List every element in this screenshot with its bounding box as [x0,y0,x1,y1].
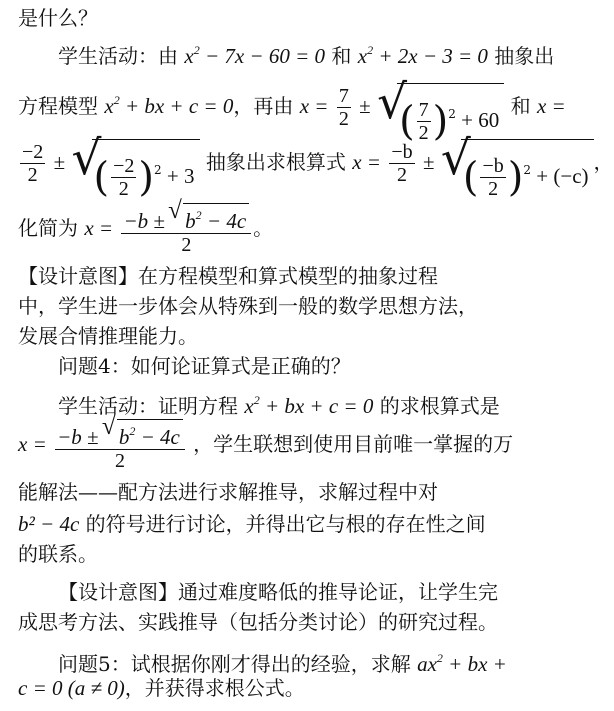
equation-model-label: 方程模型 [18,94,105,118]
design-intent-1-line-2: 中，学生进一步体会从特殊到一般的数学思想方法， [18,294,478,318]
line-11: x = $\frac{-b \pm √ b^2 - 4c}{2}$ ，学生联想到使用目前唯一掌握的万 [18,416,524,472]
line-4: $\frac{-2}{2}$ ± √ ( $\frac{-2}{2}$ )$^2$ + 3 抽象出求根算式 x = $\frac{-b}{2}$ ± √ ( $\frac{-b}{2}$ )$^2$ + (−c)， [18,134,524,190]
sqrt-expression-1: √ ( $\frac{7}{2}$ )$^2$ + 60 [397,83,504,132]
line-2 [58,36,555,70]
model-equation: $x^2$ + bx + c = 0 [104,93,234,118]
sqrt-expression-3: √ ( $\frac{-b}{2}$ )$^2$ + (−c) [461,139,594,188]
design-intent-2-line-2: 成思考方法、实践推导（包括分类讨论）的研究过程。 [18,610,498,634]
fraction-minus-b-2: $\frac{-b}{2}$ [391,141,413,186]
and-text: 和 [331,44,358,68]
root-formula-2: $\frac{-b \pm √ b^2 - 4c}{2}$ [55,419,185,472]
line-1 [18,4,524,32]
quadratic-root-formula: $\frac{-b \pm √ b^2 - 4c}{2}$ [121,203,251,256]
design-intent-2-line-1: 【设计意图】通过难度略低的推导论证，让学生完 [58,580,498,604]
question-5: 问题5：试根据你刚才得出的经验，求解 $ax^2$ + bx + [58,651,507,676]
question-5-line-2: c = 0 (a ≠ 0)，并获得求根公式。 [18,676,305,700]
question-4: 问题4：如何论证算式是正确的？ [58,354,351,378]
student-activity-2: 学生活动：证明方程 $x^2$ + bx + c = 0 的求根算式是 [58,393,500,418]
plus-minus-2: ± [53,150,66,174]
x-equals: x = [299,94,329,118]
fraction-minus2-2: $\frac{-2}{2}$ [22,141,44,186]
student-activity-label: 学生活动：由 [58,44,185,68]
equation-1: $x^2 - 7x - 60 = 0$ [184,43,326,68]
formula-text: 抽象出求根算式 [205,150,353,174]
sqrt-expression-2: √ ( $\frac{-2}{2}$ )$^2$ + 3 [92,139,200,188]
design-intent-1-line-1: 【设计意图】在方程模型和算式模型的抽象过程 [18,264,438,288]
plus-minus: ± [359,94,371,118]
equation-2: $x^2 + 2x - 3 = 0$ [357,43,488,68]
abstract-text: 抽象出 [494,44,555,68]
and-x-text: 和 [510,94,537,118]
design-intent-1-line-3: 发展合情推理能力。 [18,324,198,348]
line-5: 化简为 x = $\frac{-b \pm √ b^2 - 4c}{2}$ 。 [18,200,524,256]
line-14: 的联系。 [18,542,98,566]
line-13: b² − 4c 的符号进行讨论，并得出它与根的存在性之间 [18,512,486,536]
line-12: 能解法——配方法进行求解推导，求解过程中对 [18,480,438,504]
simplify-text: 化简为 [18,216,85,240]
fraction-7-2: $\frac{7}{2}$ [338,85,349,130]
text-shishenme: 是什么？ [18,6,98,30]
line-3: 方程模型 $x^2$ + bx + c = 0，再由 x = $\frac{7}{2}$ ± √ ( $\frac{7}{2}$ )$^2$ + 60 和 x = [18,72,524,128]
